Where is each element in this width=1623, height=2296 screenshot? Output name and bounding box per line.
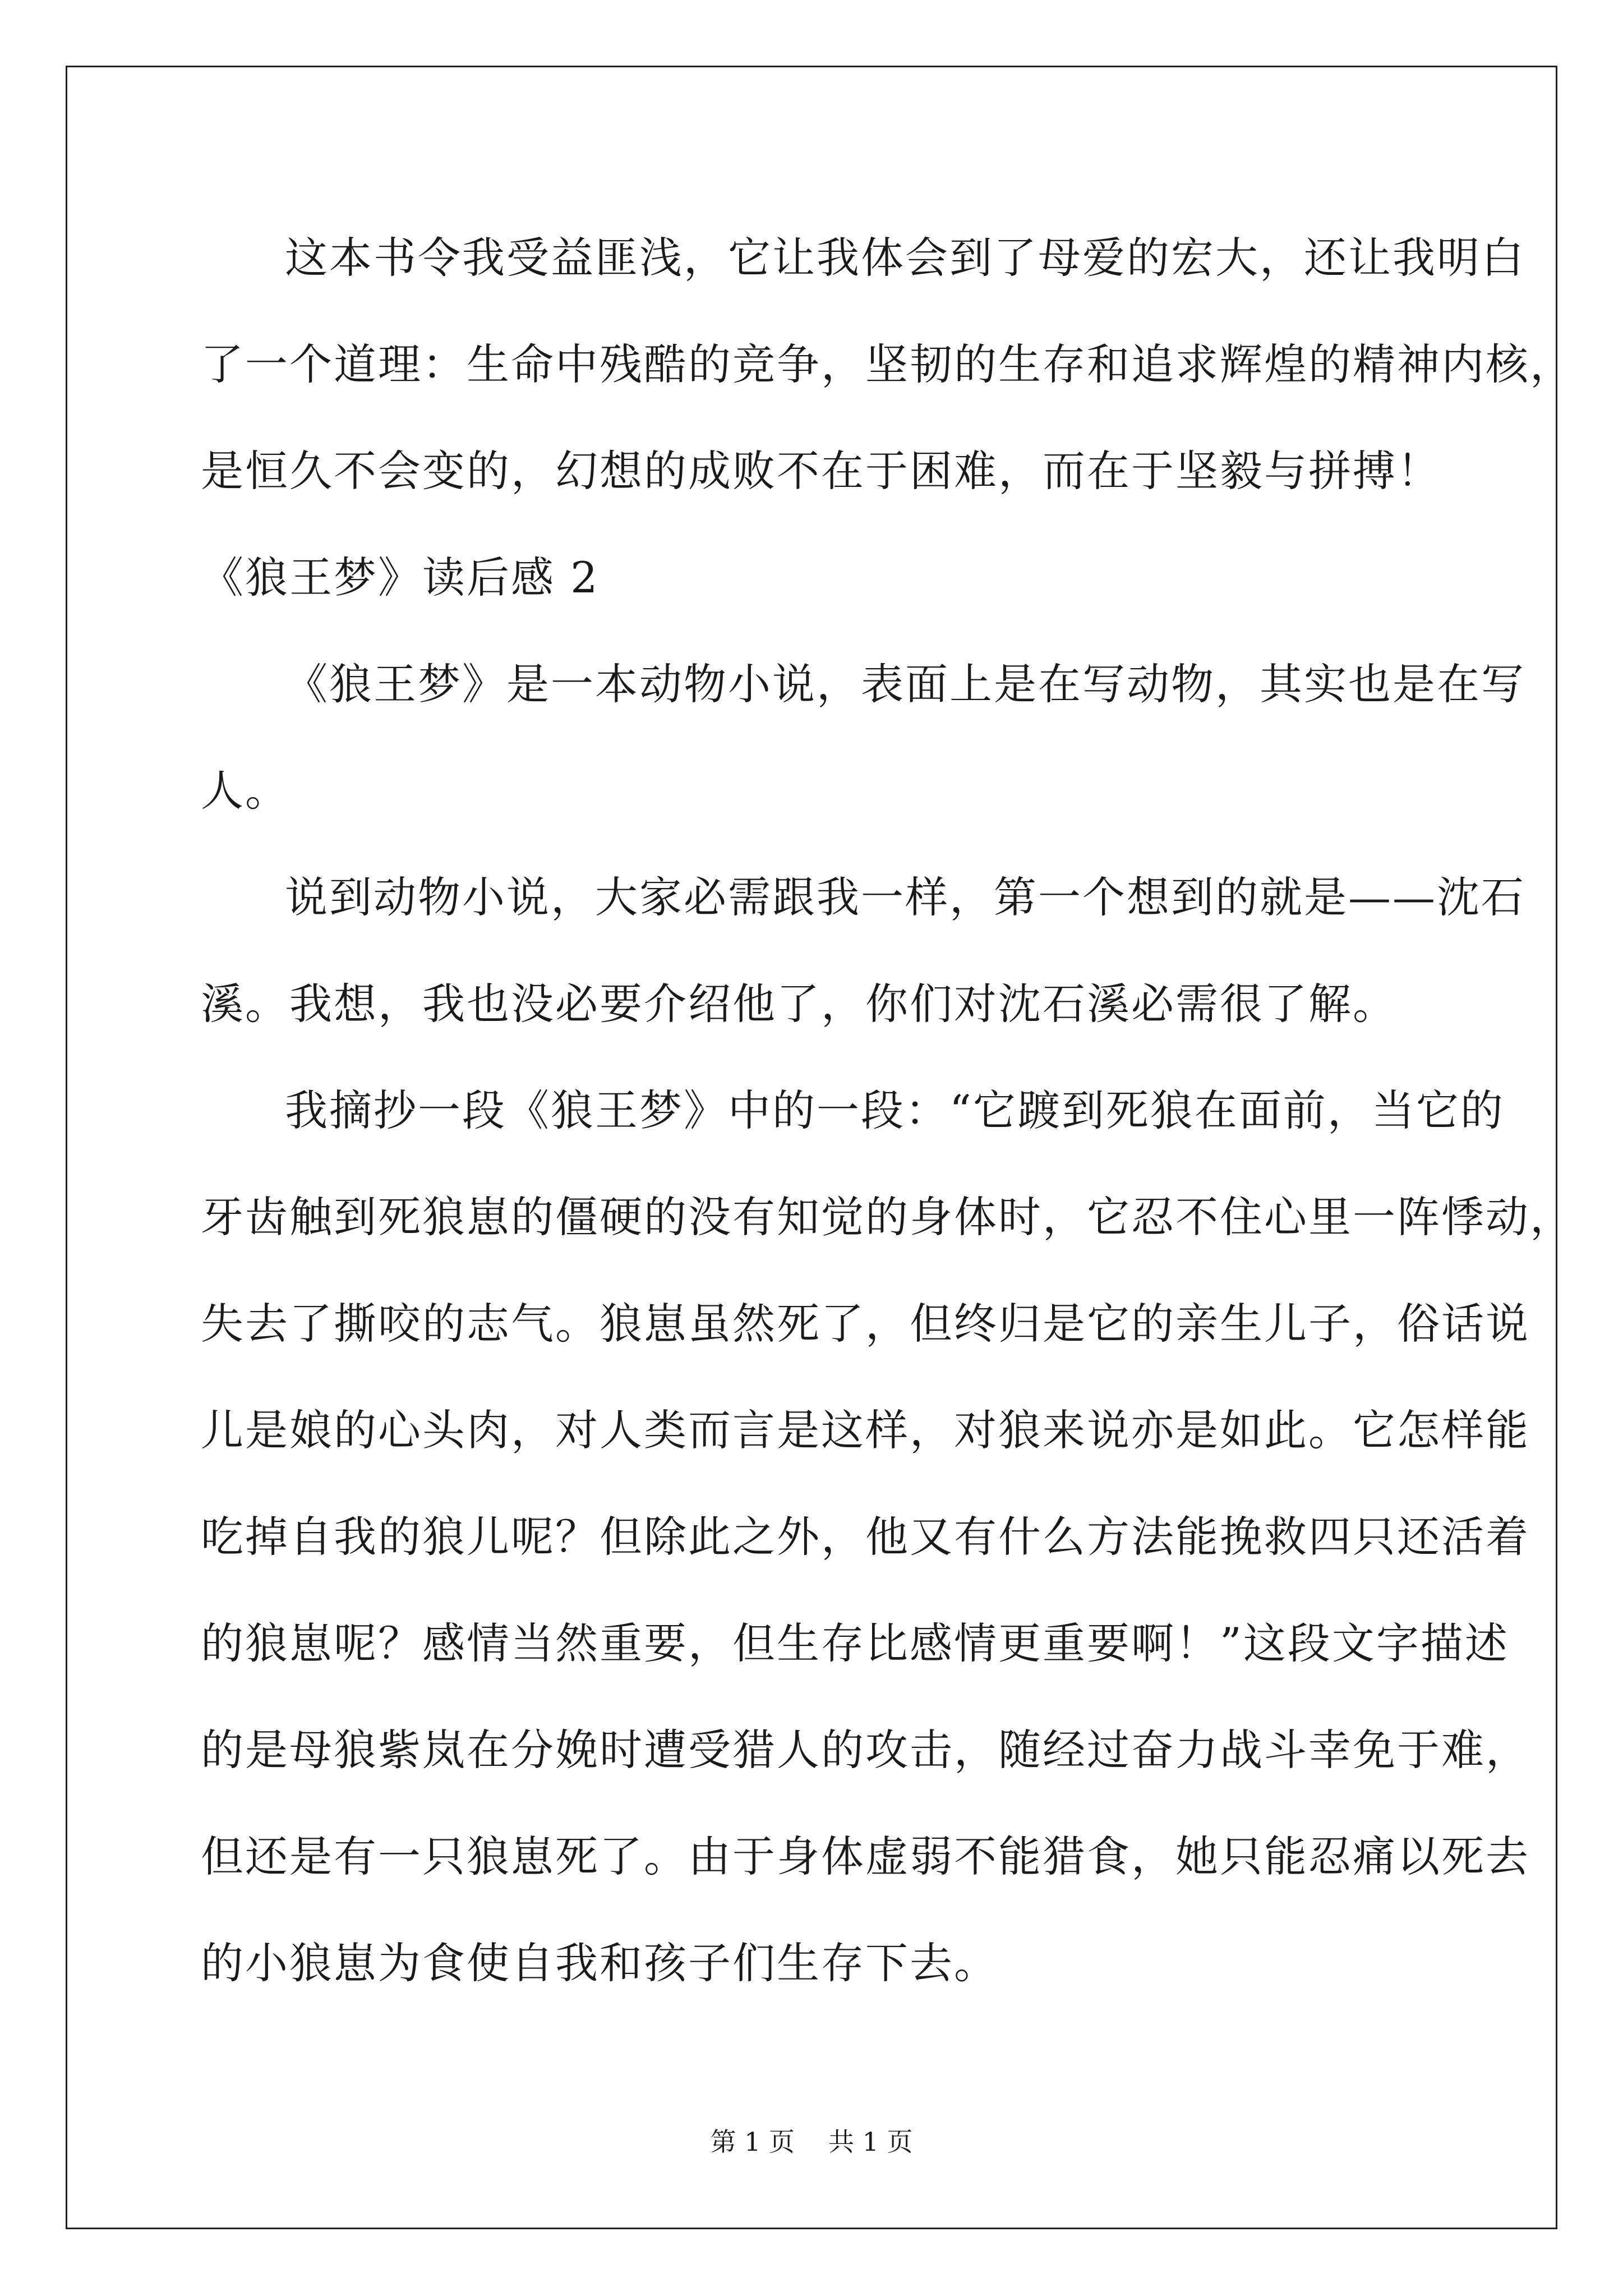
paragraph-line: 溪。我想，我也没必要介绍他了，你们对沈石溪必需很了解。 xyxy=(201,979,1397,1029)
paragraph-line: 《狼王梦》是一本动物小说，表面上是在写动物，其实也是在写 xyxy=(285,659,1525,709)
page-total: 共 1 页 xyxy=(828,2127,913,2157)
paragraph-line: 是恒久不会变的，幻想的成败不在于困难，而在于坚毅与拼搏！ xyxy=(201,446,1441,496)
paragraph-line: 吃掉自我的狼儿呢？但除此之外，他又有什么方法能挽救四只还活着 xyxy=(201,1512,1530,1562)
paragraph-line: 说到动物小说，大家必需跟我一样，第一个想到的就是——沈石 xyxy=(285,872,1525,922)
paragraph-line: 失去了撕咬的志气。狼崽虽然死了，但终归是它的亲生儿子，俗话说 xyxy=(201,1299,1530,1349)
paragraph-line: 人。 xyxy=(201,766,289,816)
paragraph-line: 的狼崽呢？感情当然重要，但生存比感情更重要啊！”这段文字描述 xyxy=(201,1618,1509,1668)
paragraph-line: 的是母狼紫岚在分娩时遭受猎人的攻击，随经过奋力战斗幸免于难， xyxy=(201,1725,1530,1775)
paragraph-line: 我摘抄一段《狼王梦》中的一段：“它踱到死狼在面前，当它的 xyxy=(285,1085,1505,1135)
paragraph-line: 儿是娘的心头肉，对人类而言是这样，对狼来说亦是如此。它怎样能 xyxy=(201,1405,1530,1455)
section-heading: 《狼王梦》读后感 2 xyxy=(201,553,600,602)
paragraph-line: 牙齿触到死狼崽的僵硬的没有知觉的身体时，它忍不住心里一阵悸动， xyxy=(201,1192,1574,1242)
page-number: 第 1 页 xyxy=(710,2127,795,2157)
page-footer xyxy=(0,2125,1623,2159)
paragraph-line: 的小狼崽为食使自我和孩子们生存下去。 xyxy=(201,1938,998,1988)
paragraph-line: 了一个道理：生命中残酷的竞争，坚韧的生存和追求辉煌的精神内核， xyxy=(201,339,1574,389)
document-body xyxy=(201,205,1574,2017)
paragraph-line: 这本书令我受益匪浅，它让我体会到了母爱的宏大，还让我明白 xyxy=(285,233,1525,283)
paragraph-line: 但还是有一只狼崽死了。由于身体虚弱不能猎食，她只能忍痛以死去 xyxy=(201,1832,1530,1881)
